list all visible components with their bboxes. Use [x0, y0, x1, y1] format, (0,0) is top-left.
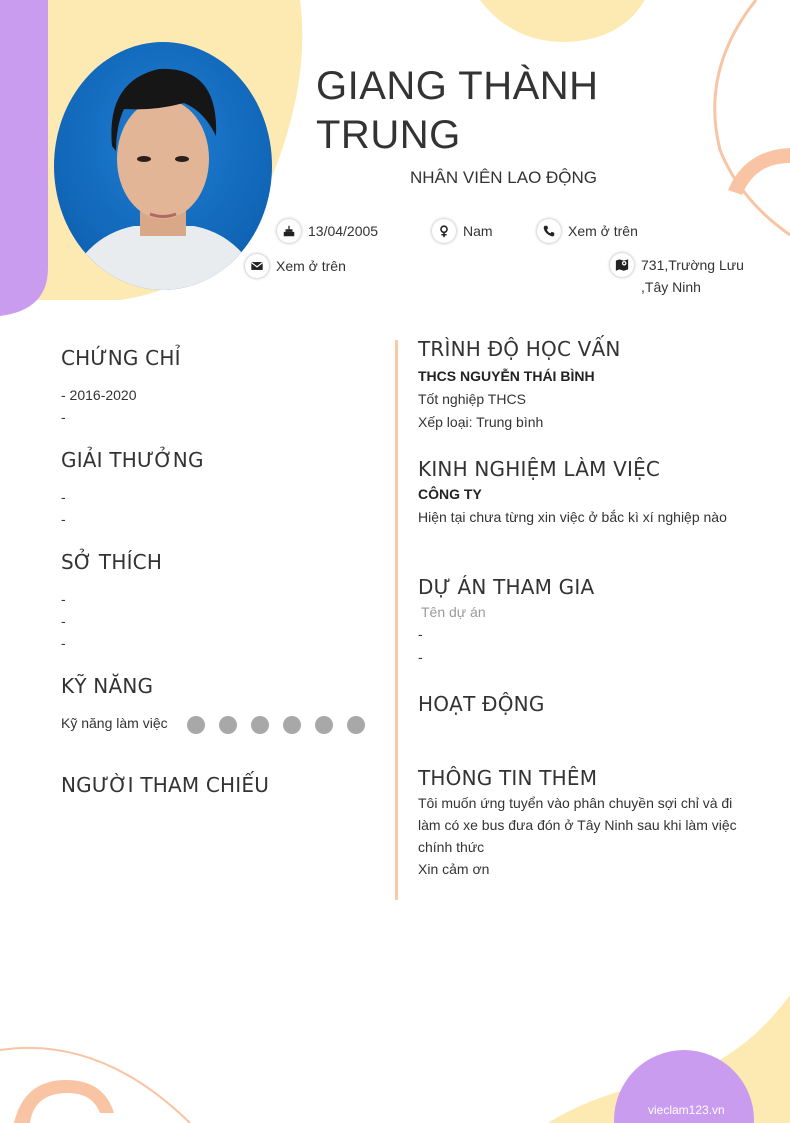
skill-rating	[187, 716, 365, 734]
experience-line-1: Hiện tại chưa từng xin việc ở bắc kì xí nghiệp nào	[418, 509, 727, 525]
skill-name: Kỹ năng làm việc	[61, 715, 168, 731]
education-line-2: Xếp loại: Trung bình	[418, 414, 544, 430]
certificates-title: CHỨNG CHỈ	[61, 346, 181, 370]
education-title: TRÌNH ĐỘ HỌC VẤN	[418, 337, 621, 361]
extra-info-line-4: Xin cảm ơn	[418, 861, 490, 877]
experience-title: KINH NGHIỆM LÀM VIỆC	[418, 457, 661, 481]
skill-dot	[251, 716, 269, 734]
projects-line-2: -	[418, 649, 423, 665]
birthday-info	[277, 219, 378, 243]
skill-dot	[315, 716, 333, 734]
projects-line-1: -	[418, 626, 423, 642]
envelope-icon	[245, 254, 269, 278]
column-divider	[395, 340, 398, 900]
extra-info-line-1: Tôi muốn ứng tuyển vào phân chuyền sợi chỉ và đi	[418, 795, 733, 811]
awards-line-1: -	[61, 489, 66, 505]
hobbies-line-3: -	[61, 635, 66, 651]
job-position: NHÂN VIÊN LAO ĐỘNG	[410, 168, 598, 187]
name-line-2: TRUNG	[316, 113, 461, 157]
phone-info	[537, 219, 638, 243]
education-line-1: Tốt nghiệp THCS	[418, 391, 526, 407]
gender-info	[432, 219, 493, 243]
phone-icon	[537, 219, 561, 243]
education-school: THCS NGUYỄN THÁI BÌNH	[418, 368, 595, 384]
birthday-value: 13/04/2005	[308, 223, 379, 239]
certificates-line-2: -	[61, 409, 66, 425]
skill-dot	[219, 716, 237, 734]
skill-dot	[187, 716, 205, 734]
address-value	[641, 254, 744, 298]
address-line-1: 731,Trường Lưu	[641, 257, 744, 273]
email-info	[245, 254, 346, 278]
gender-icon	[432, 219, 456, 243]
extra-info-line-3: chính thức	[418, 839, 485, 855]
project-name-placeholder: Tên dự án	[421, 604, 486, 620]
cake-icon	[277, 219, 301, 243]
awards-line-2: -	[61, 511, 66, 527]
watermark-link[interactable]: vieclam123.vn	[648, 1103, 725, 1117]
map-pin-icon	[610, 253, 634, 277]
hobbies-title: SỞ THÍCH	[61, 550, 163, 574]
certificates-line-1: - 2016-2020	[61, 387, 137, 403]
extra-info-line-2: làm có xe bus đưa đón ở Tây Ninh sau khi làm việc	[418, 817, 737, 833]
activities-title: HOẠT ĐỘNG	[418, 692, 545, 716]
hobbies-line-2: -	[61, 613, 66, 629]
hobbies-line-1: -	[61, 591, 66, 607]
extra-info-title: THÔNG TIN THÊM	[418, 766, 598, 790]
address-line-2: ,Tây Ninh	[641, 279, 701, 295]
name-line-1: GIANG THÀNH	[316, 64, 599, 108]
gender-value: Nam	[463, 223, 493, 239]
awards-title: GIẢI THƯỞNG	[61, 448, 204, 472]
email-value: Xem ở trên	[276, 258, 346, 274]
references-title: NGƯỜI THAM CHIẾU	[61, 773, 270, 797]
candidate-name	[316, 62, 716, 160]
avatar	[54, 41, 272, 291]
experience-company: CÔNG TY	[418, 486, 482, 502]
skill-dot	[283, 716, 301, 734]
phone-value: Xem ở trên	[568, 223, 638, 239]
skill-dot	[347, 716, 365, 734]
address-info	[610, 253, 744, 298]
skills-title: KỸ NĂNG	[61, 674, 154, 698]
projects-title: DỰ ÁN THAM GIA	[418, 575, 595, 599]
